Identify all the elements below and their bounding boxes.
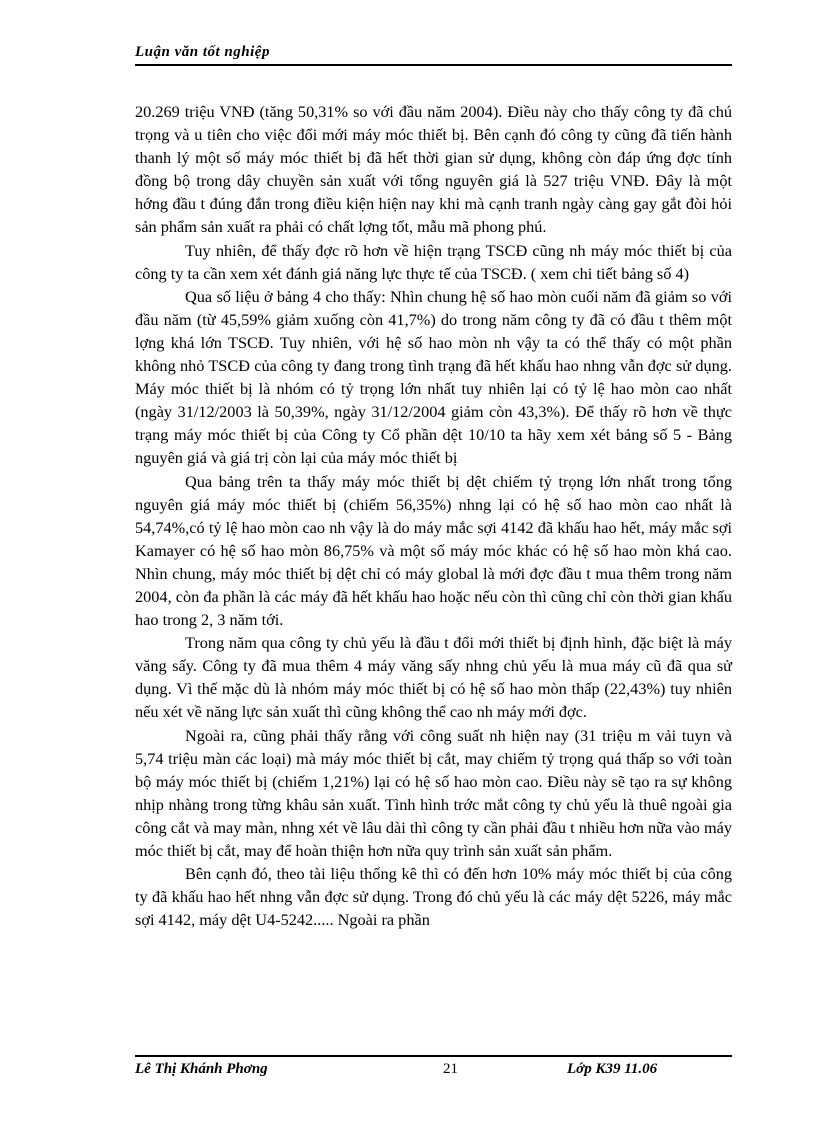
body-paragraph-6: Ngoài ra, cũng phải thấy rằng với công suất nh hiện nay (31 triệu m vải tuyn và 5,74 triệu màn các loại) mà máy móc thiết bị cắt, may chiếm tỷ trọng quá thấp so với toàn bộ máy móc thiết bị (chiếm 1,21%) lại có hệ số hao mòn cao. Điều này sẽ tạo ra sự không nhịp nhàng trong từng khâu sản xuất. Tình hình trớc mắt công ty chủ yếu là thuê ngoài gia công cắt và may màn, nhng xét về lâu dài thì công ty cần phải đầu t nhiều hơn nữa vào máy móc thiết bị cắt, may để hoàn thiện hơn nữa quy trình sản xuất sản phẩm.	[135, 725, 732, 860]
body-paragraph-1: 20.269 triệu VNĐ (tăng 50,31% so với đầu năm 2004). Điều này cho thấy công ty đã chú trọng và u tiên cho việc đổi mới máy móc thiết bị. Bên cạnh đó công ty cũng đã tiến hành thanh lý một số máy móc thiết bị đã hết thời gian sử dụng, không còn đáp ứng đợc tính đồng bộ trong dây chuyền sản xuất với tổng nguyên giá là 527 triệu VNĐ. Đây là một hớng đầu t đúng đắn trong điều kiện hiện nay khi mà cạnh tranh ngày càng gay gắt đòi hỏi sản phẩm sản xuất ra phải có chất lợng tốt, mẫu mã phong phú.	[135, 102, 732, 237]
document-body	[135, 100, 732, 931]
footer-class-label: Lớp K39 11.06	[567, 1061, 658, 1077]
footer-divider	[135, 1055, 732, 1057]
body-paragraph-2: Tuy nhiên, để thấy đợc rõ hơn về hiện trạng TSCĐ cũng nh máy móc thiết bị của công ty ta cần xem xét đánh giá năng lực thực tế của TSCĐ. ( xem chi tiết bảng số 4)	[135, 240, 732, 283]
header-divider	[135, 64, 732, 66]
body-paragraph-7: Bên cạnh đó, theo tài liệu thống kê thì có đến hơn 10% máy móc thiết bị của công ty đã khấu hao hết nhng vẫn đợc sử dụng. Trong đó chủ yếu là các máy dệt 5226, máy mắc sợi 4142, máy dệt U4-5242..... Ngoài ra phần	[135, 864, 732, 930]
body-paragraph-3: Qua số liệu ở bảng 4 cho thấy: Nhìn chung hệ số hao mòn cuối năm đã giảm so với đầu năm (từ 45,59% giảm xuống còn 41,7%) do trong năm công ty đã có đầu t thêm một lợng khá lớn TSCĐ. Tuy nhiên, với hệ số hao mòn nh vậy ta có thể thấy có một phần không nhỏ TSCĐ của công ty đang trong tình trạng đã hết khấu hao nhng vẫn đợc sử dụng. Máy móc thiết bị là nhóm có tỷ trọng lớn nhất tuy nhiên lại có tỷ lệ hao mòn cao nhất (ngày 31/12/2003 là 50,39%, ngày 31/12/2004 giảm còn 43,3%). Để thấy rõ hơn về thực trạng máy móc thiết bị của Công ty Cổ phần dệt 10/10 ta hãy xem xét bảng số 5 - Bảng nguyên giá và giá trị còn lại của máy móc thiết bị	[135, 286, 732, 468]
body-paragraph-4: Qua bảng trên ta thấy máy móc thiết bị dệt chiếm tỷ trọng lớn nhất trong tổng nguyên giá máy móc thiết bị (chiếm 56,35%) nhng lại có hệ số hao mòn cao nhất là 54,74%,có tỷ lệ hao mòn cao nh vậy là do máy mắc sợi 4142 đã khấu hao hết, máy mắc sợi Kamayer có hệ số hao mòn 86,75% và một số máy móc khác có hệ số hao mòn khá cao. Nhìn chung, máy móc thiết bị dệt chỉ có máy global là mới đợc đầu t mua thêm trong năm 2004, còn đa phần là các máy đã hết khấu hao hoặc nếu còn thì cũng chỉ còn thời gian khấu hao trong 2, 3 năm tới.	[135, 471, 732, 630]
page-number: 21	[443, 1061, 458, 1077]
footer-author: Lê Thị Khánh Phơng	[135, 1061, 268, 1077]
document-header-title: Luận văn tốt nghiệp	[135, 44, 270, 60]
document-footer	[135, 1061, 732, 1083]
body-paragraph-5: Trong năm qua công ty chủ yếu là đầu t đổi mới thiết bị định hình, đặc biệt là máy văng sấy. Công ty đã mua thêm 4 máy văng sấy nhng chủ yếu là mua máy cũ đã qua sử dụng. Vì thế mặc dù là nhóm máy móc thiết bị có hệ số hao mòn thấp (22,43%) tuy nhiên nếu xét về năng lực sản xuất thì cũng không thể cao nh máy mới đợc.	[135, 633, 732, 722]
